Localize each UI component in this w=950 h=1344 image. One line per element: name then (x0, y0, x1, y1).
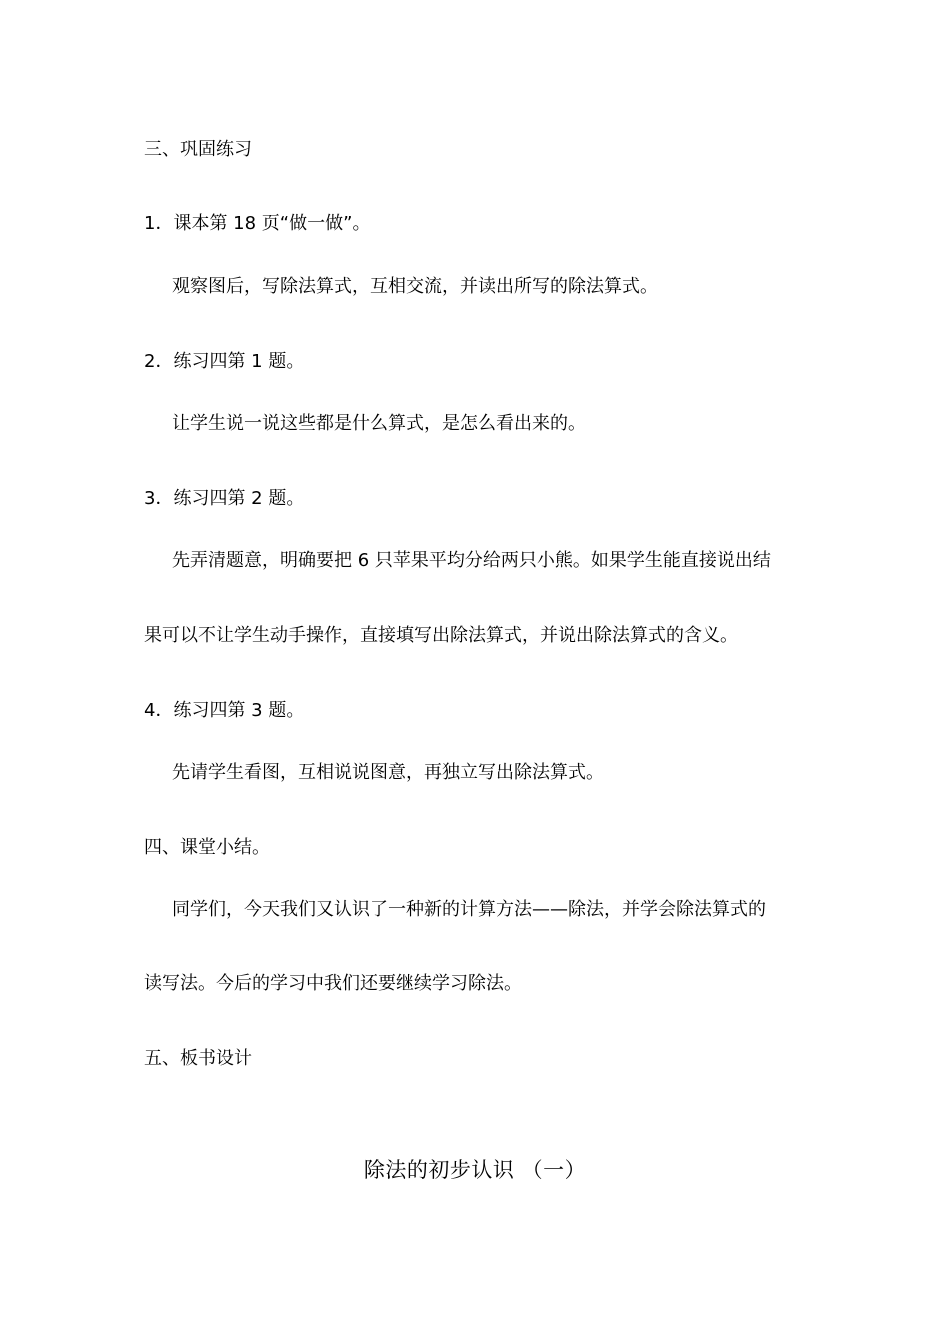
exercise-item-1-description: 观察图后，写除法算式，互相交流，并读出所写的除法算式。 (172, 276, 658, 297)
exercise-item-1: 1．课本第 18 页“做一做”。 (144, 213, 371, 234)
section-heading-summary: 四、课堂小结。 (144, 837, 270, 858)
summary-paragraph-line-2: 读写法。今后的学习中我们还要继续学习除法。 (144, 973, 522, 994)
exercise-item-3-description-line-2: 果可以不让学生动手操作，直接填写出除法算式，并说出除法算式的含义。 (144, 625, 738, 646)
board-design-title: 除法的初步认识 （一） (363, 1158, 587, 1182)
section-heading-practice: 三、巩固练习 (144, 139, 252, 160)
exercise-item-4-description: 先请学生看图，互相说说图意，再独立写出除法算式。 (172, 762, 604, 783)
exercise-item-3: 3．练习四第 2 题。 (144, 488, 305, 509)
exercise-item-4: 4．练习四第 3 题。 (144, 700, 305, 721)
exercise-item-2: 2．练习四第 1 题。 (144, 351, 305, 372)
section-heading-board-design: 五、板书设计 (144, 1048, 252, 1069)
exercise-item-3-description-line-1: 先弄清题意，明确要把 6 只苹果平均分给两只小熊。如果学生能直接说出结 (172, 550, 771, 571)
exercise-item-2-description: 让学生说一说这些都是什么算式，是怎么看出来的。 (172, 413, 586, 434)
summary-paragraph-line-1: 同学们，今天我们又认识了一种新的计算方法——除法，并学会除法算式的 (172, 899, 766, 920)
